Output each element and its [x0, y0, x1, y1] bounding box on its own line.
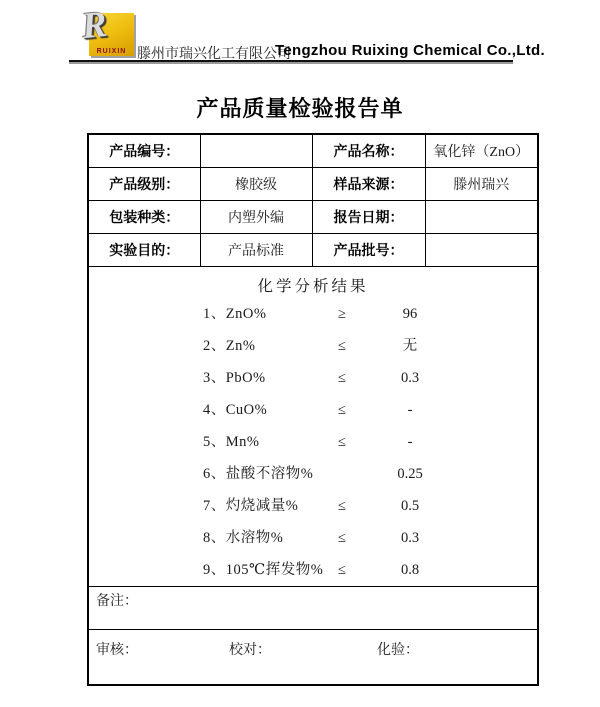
item-name: 4、CuO% — [203, 401, 268, 418]
analysis-item-hcl-insoluble — [89, 458, 537, 490]
remarks-row — [88, 586, 538, 629]
label-product-grade: 产品级别： — [88, 167, 200, 200]
logo-brand-text: RUIXIN — [96, 48, 127, 55]
company-name-cn: 滕州市瑞兴化工有限公司 — [137, 47, 291, 62]
value-report-date — [425, 200, 538, 233]
label-package-type: 包装种类： — [88, 200, 200, 233]
item-value: - — [407, 401, 413, 418]
item-operator: ≥ — [338, 305, 346, 322]
value-batch-no — [425, 233, 538, 266]
remarks-label: 备注： — [96, 593, 138, 609]
assayer-label: 化验： — [377, 642, 419, 658]
header-divider — [69, 60, 513, 62]
analysis-item-ignition-loss — [89, 490, 537, 522]
item-value: 0.3 — [400, 369, 420, 386]
analysis-item-zn — [89, 330, 537, 362]
item-value: 96 — [402, 305, 418, 322]
analysis-row — [88, 266, 538, 586]
item-value: 无 — [402, 337, 418, 354]
item-value: - — [407, 433, 413, 450]
info-row-2 — [88, 167, 538, 200]
item-operator: ≤ — [338, 369, 346, 386]
analysis-item-pbo — [89, 362, 537, 394]
analysis-title: 化学分析结果 — [257, 277, 369, 295]
analysis-items — [89, 298, 537, 586]
analysis-item-mn — [89, 426, 537, 458]
proofreader-label: 校对： — [229, 642, 271, 658]
label-report-date: 报告日期： — [312, 200, 425, 233]
analysis-item-water-soluble — [89, 522, 537, 554]
signature-row — [88, 629, 538, 685]
item-operator: ≤ — [338, 561, 346, 578]
value-sample-source: 滕州瑞兴 — [425, 167, 538, 200]
item-name: 7、灼烧减量% — [203, 497, 299, 514]
value-package-type: 内塑外编 — [200, 200, 312, 233]
item-name: 2、Zn% — [203, 337, 256, 354]
remarks-section — [88, 586, 538, 629]
info-row-1 — [88, 134, 538, 167]
item-name: 1、ZnO% — [203, 305, 267, 322]
logo-r-letter: R — [79, 3, 109, 48]
item-name: 9、105℃挥发物% — [203, 561, 324, 578]
value-test-purpose: 产品标准 — [200, 233, 312, 266]
label-test-purpose: 实验目的： — [88, 233, 200, 266]
item-name: 6、盐酸不溶物% — [203, 465, 314, 482]
info-row-4 — [88, 233, 538, 266]
label-batch-no: 产品批号： — [312, 233, 425, 266]
item-name: 8、水溶物% — [203, 529, 284, 546]
value-product-name: 氧化锌（ZnO） — [425, 134, 538, 167]
item-operator: ≤ — [338, 401, 346, 418]
label-product-name: 产品名称： — [312, 134, 425, 167]
page-title: 产品质量检验报告单 — [196, 96, 404, 121]
item-operator: ≤ — [338, 529, 346, 546]
info-row-3 — [88, 200, 538, 233]
report-table — [87, 133, 539, 686]
analysis-item-cuo — [89, 394, 537, 426]
item-operator: ≤ — [338, 337, 346, 354]
item-name: 3、PbO% — [203, 369, 266, 386]
label-product-no: 产品编号： — [88, 134, 200, 167]
value-product-grade: 橡胶级 — [200, 167, 312, 200]
value-product-no — [200, 134, 312, 167]
company-name-en: Tengzhou Ruixing Chemical Co.,Ltd. — [275, 42, 545, 59]
label-sample-source: 样品来源： — [312, 167, 425, 200]
signature-section — [88, 629, 538, 685]
reviewer-label: 审核： — [96, 642, 138, 658]
item-value: 0.3 — [400, 529, 420, 546]
item-operator: ≤ — [338, 497, 346, 514]
item-value: 0.25 — [397, 465, 423, 482]
analysis-item-volatile — [89, 554, 537, 586]
company-logo — [79, 3, 134, 56]
item-operator: ≤ — [338, 433, 346, 450]
item-name: 5、Mn% — [203, 433, 260, 450]
item-value: 0.5 — [400, 497, 420, 514]
analysis-item-zno — [89, 298, 537, 330]
analysis-section — [88, 266, 538, 586]
item-value: 0.8 — [400, 561, 420, 578]
